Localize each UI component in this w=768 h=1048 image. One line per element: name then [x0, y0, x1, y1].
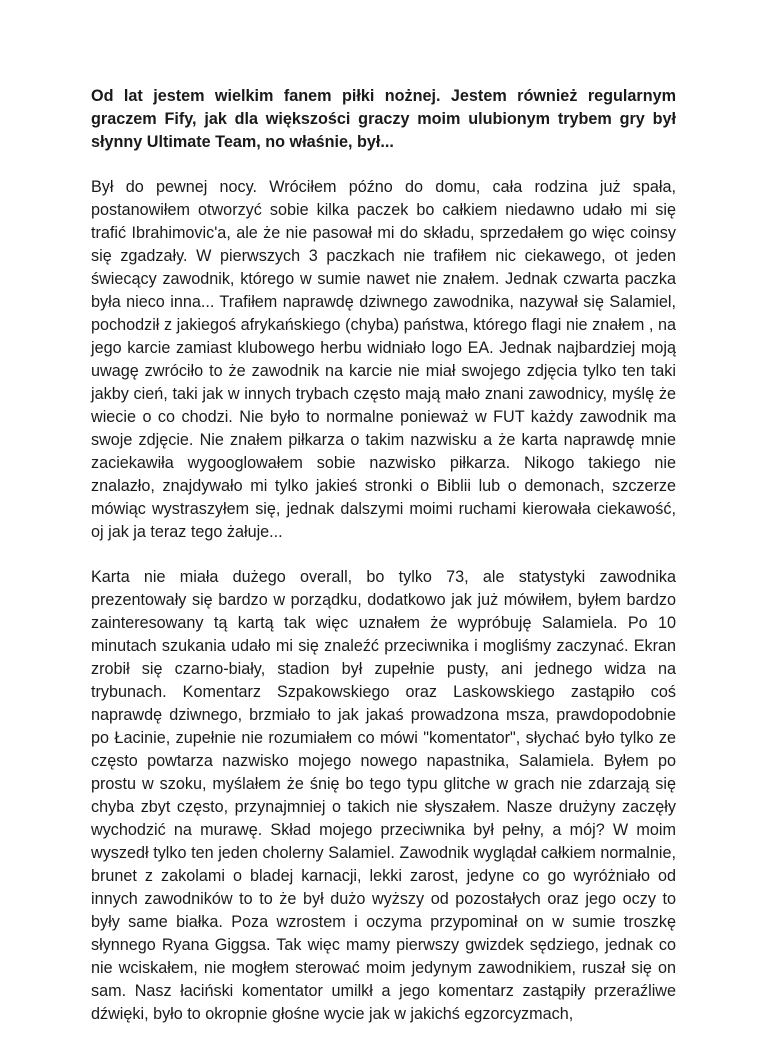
intro-paragraph: Od lat jestem wielkim fanem piłki nożnej. Jestem również regularnym graczem Fify, jak dla większości graczy moim ulubionym trybem gry był słynny Ultimate Team, no właśnie, był... [91, 87, 676, 151]
body-paragraph-2: Karta nie miała dużego overall, bo tylko 73, ale statystyki zawodnika prezentowały się bardzo w porządku, dodatkowo jak już mówiłem, byłem bardzo zainteresowany tą kartą tak więc uznałem że wypróbuję Salamiela. Po 10 minutach szukania udało mi się znaleźć przeciwnika i mogliśmy zaczynać. Ekran zrobił się czarno-biały, stadion był zupełnie pusty, ani jednego widza na trybunach. Komentarz Szpakowskiego oraz Laskowskiego zastąpiło coś naprawdę dziwnego, brzmiało to jak jakaś prowadzona msza, prawdopodobnie po Łacinie, zupełnie nie rozumiałem co mówi "komentator", słychać było tylko ze często powtarza nazwisko mojego nowego napastnika, Salamiela. Byłem po prostu w szoku, myślałem że śnię bo tego typu glitche w grach nie zdarzają się chyba zbyt często, przynajmniej o takich nie słyszałem. Nasze drużyny zaczęły wychodzić na murawę. Skład mojego przeciwnika był pełny, a mój? W moim wyszedł tylko ten jeden cholerny Salamiel. Zawodnik wyglądał całkiem normalnie, brunet z zakolami o bladej karnacji, lekki zarost, jedyne co go wyróżniało od innych zawodników to to że był dużo wyższy od pozostałych oraz jego oczy to były same białka. Poza wzrostem i oczyma przypominał on w sumie troszkę słynnego Ryana Giggsa. Tak więc mamy pierwszy gwizdek sędziego, jednak co nie wciskałem, nie mogłem sterować moim jedynym zawodnikiem, ruszał się on sam. Nasz łaciński komentator umilkł a jego komentarz zastąpiły przeraźliwe dźwięki, było to okropnie głośne wycie jak w jakichś egzorcyzmach, [91, 568, 676, 1023]
body-paragraph-1: Był do pewnej nocy. Wróciłem późno do domu, cała rodzina już spała, postanowiłem otworzyć sobie kilka paczek bo całkiem niedawno udało mi się trafić Ibrahimovic'a, ale że nie pasował mi do składu, sprzedałem go więc coinsy się zgadzały. W pierwszych 3 paczkach nie trafiłem nic ciekawego, ot jeden świecący zawodnik, którego w sumie nawet nie znałem. Jednak czwarta paczka była nieco inna... Trafiłem naprawdę dziwnego zawodnika, nazywał się Salamiel, pochodził z jakiegoś afrykańskiego (chyba) państwa, którego flagi nie znałem , na jego karcie zamiast klubowego herbu widniało logo EA. Jednak najbardziej moją uwagę zwróciło to że zawodnik na karcie nie miał swojego zdjęcia tylko ten taki jakby cień, taki jak w innych trybach często mają mało znani zawodnicy, myślę że wiecie o co chodzi. Nie było to normalne ponieważ w FUT każdy zawodnik ma swoje zdjęcie. Nie znałem piłkarza o takim nazwisku a że karta naprawdę mnie zaciekawiła wygooglowałem sobie nazwisko piłkarza. Nikogo takiego nie znalazło, znajdywało mi tylko jakieś stronki o Biblii lub o demonach, szczerze mówiąc wystraszyłem się, jednak dalszymi moimi ruchami kierowała ciekawość, oj jak ja teraz tego żałuje... [91, 178, 676, 541]
document-page [91, 85, 676, 1048]
